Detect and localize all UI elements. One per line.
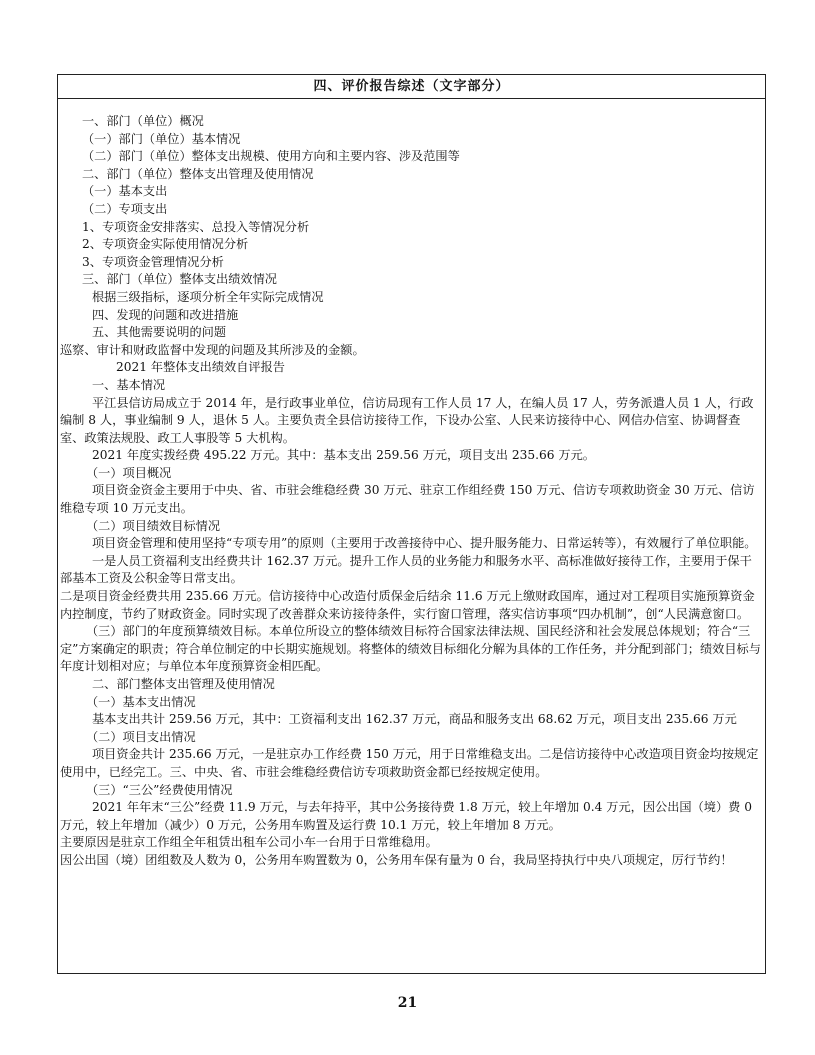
section-title: 四、评价报告综述（文字部分）	[58, 75, 765, 99]
report-paragraph: 项目资金共计 235.66 万元，一是驻京办工作经费 150 万元，用于日常维稳支出。二是信访接待中心改造项目资金均按规定使用中，已经完工。三、中央、省、市驻会维稳经费信访专项救助资金都已经按规定使用。	[60, 747, 759, 779]
report-heading: （一）项目概况	[86, 465, 172, 480]
report-paragraph: 平江县信访局成立于 2014 年，是行政事业单位，信访局现有工作人员 17 人，在编人员 17 人，劳务派遣人员 1 人，行政编制 8 人，事业编制 9 人，退休 5 人。主要负责全县信访接待工作，下设办公室、人民来访接待中心、网信办信室、协调督查室、政策法规股、政工人事股等 5 大机构。	[60, 395, 754, 445]
report-paragraph: 项目资金资金主要用于中央、省、市驻会维稳经费 30 万元、驻京工作组经费 150 万元、信访专项救助资金 30 万元、信访维稳专项 10 万元支出。	[60, 483, 755, 516]
outline-item: 五、其他需要说明的问题	[92, 325, 227, 340]
outline-item: 1、专项资金安排落实、总投入等情况分析	[82, 219, 310, 234]
outline-item: 二、部门（单位）整体支出管理及使用情况	[82, 166, 314, 181]
report-paragraph: 基本支出共计 259.56 万元，其中：工资福利支出 162.37 万元，商品和服务支出 68.62 万元，项目支出 235.66 万元	[92, 712, 737, 727]
outline-item: （二）部门（单位）整体支出规模、使用方向和主要内容、涉及范围等	[82, 149, 460, 164]
outline-item: （二）专项支出	[82, 201, 168, 216]
outline-item: 3、专项资金管理情况分析	[82, 254, 224, 269]
report-heading: （一）基本支出情况	[86, 694, 196, 709]
report-paragraph: 2021 年度实拨经费 495.22 万元。其中：基本支出 259.56 万元，项目支出 235.66 万元。	[92, 448, 595, 463]
report-heading: （二）项目绩效目标情况	[86, 518, 221, 533]
report-paragraph: 二是项目资金经费共用 235.66 万元。信访接待中心改造付质保金后结余 11.6 万元上缴财政国库，通过对工程项目实施预算资金内控制度，节约了财政资金。同时实现了改善群众来访接待条件，实行窗口管理，落实信访事项“四办机制”，创“人民满意窗口。	[60, 589, 755, 621]
report-heading: （二）项目支出情况	[86, 729, 196, 744]
report-paragraph: （三）部门的年度预算绩效目标。本单位所设立的整体绩效目标符合国家法律法规、国民经济和社会发展总体规划；符合“三定”方案确定的职责；符合单位制定的中长期实施规划。将整体的绩效目标细化分解为具体的工作任务，并分配到部门；绩效目标与年度计划相对应；与单位本年度预算资金相匹配。	[60, 624, 761, 674]
report-heading: 一、基本情况	[92, 377, 166, 392]
outline-item: 一、部门（单位）概况	[82, 114, 204, 128]
outline-item: 根据三级指标，逐项分析全年实际完成情况	[92, 289, 324, 304]
report-paragraph: 2021 年年末“三公”经费 11.9 万元，与去年持平，其中公务接待费 1.8 万元，较上年增加 0.4 万元，因公出国（境）费 0 万元，较上年增加（减少）0 万元，公务用车购置及运行费 10.1 万元，较上年增加 8 万元。	[60, 800, 752, 832]
outline-item: （一）基本支出	[82, 184, 168, 199]
outline-item: （一）部门（单位）基本情况	[82, 131, 241, 146]
report-paragraph: 因公出国（境）团组数及人数为 0，公务用车购置数为 0，公务用车保有量为 0 台，我局坚持执行中央八项规定，厉行节约！	[60, 852, 733, 867]
page-number: 21	[397, 995, 418, 1011]
outline-item: 2、专项资金实际使用情况分析	[82, 237, 249, 252]
outline-item: 巡察、审计和财政监督中发现的问题及其所涉及的金额。	[60, 342, 365, 357]
report-body	[58, 99, 765, 870]
report-paragraph: 一是人员工资福利支出经费共计 162.37 万元。提升工作人员的业务能力和服务水平、高标准做好接待工作，主要用于保干部基本工资及公积金等日常支出。	[60, 553, 752, 586]
evaluation-report-table	[57, 74, 766, 974]
report-title: 2021 年整体支出绩效自评报告	[116, 360, 285, 375]
outline-item: 三、部门（单位）整体支出绩效情况	[82, 272, 277, 287]
report-paragraph: 项目资金管理和使用坚持“专项专用”的原则（主要用于改善接待中心、提升服务能力、日常运转等），有效履行了单位职能。	[92, 536, 757, 551]
report-heading: 二、部门整体支出管理及使用情况	[92, 677, 275, 691]
report-heading: （三）“三公”经费使用情况	[86, 782, 233, 797]
report-paragraph: 主要原因是驻京工作组全年租赁出租车公司小车一台用于日常维稳用。	[60, 835, 438, 850]
outline-item: 四、发现的问题和改进措施	[92, 307, 239, 322]
